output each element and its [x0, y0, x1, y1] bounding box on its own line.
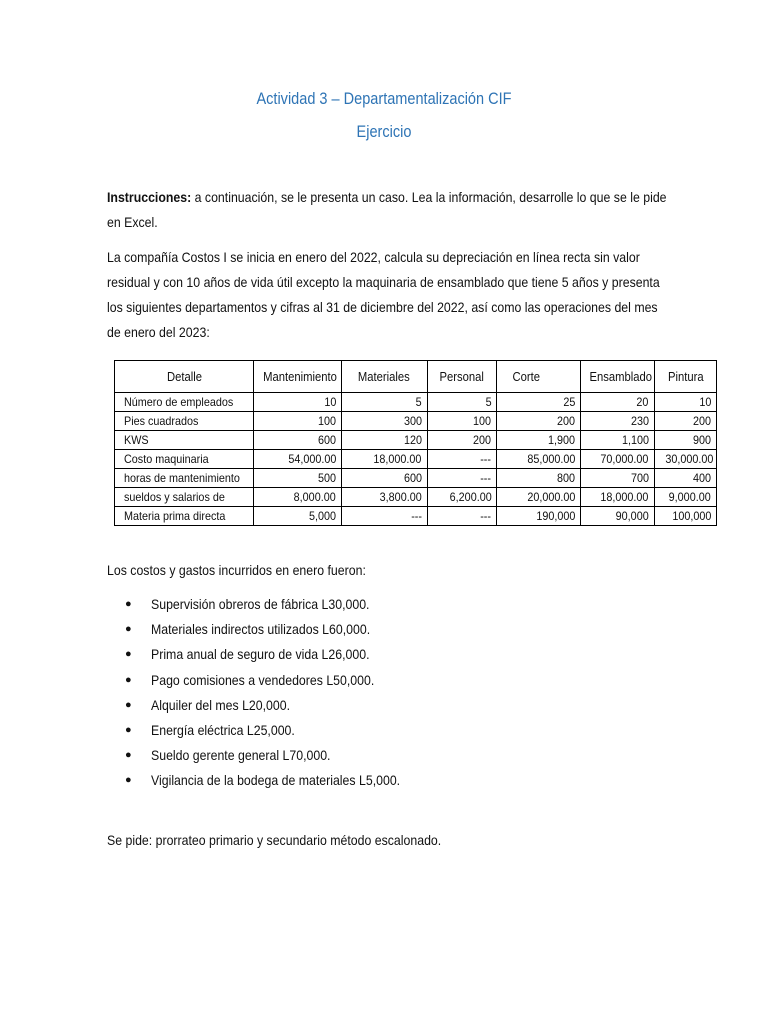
row-label-cell: Materia prima directa [115, 507, 254, 526]
table-cell: 10 [254, 393, 342, 412]
table-cell: 230 [581, 412, 655, 431]
table-cell: 500 [254, 469, 342, 488]
table-cell: 5,000 [254, 507, 342, 526]
table-row [115, 393, 717, 412]
list-item-text: Materiales indirectos utilizados L60,000. [151, 621, 371, 638]
list-item [125, 718, 434, 743]
costs-intro: Los costos y gastos incurridos en enero fueron: [107, 562, 366, 578]
table-cell: 70,000.00 [581, 450, 655, 469]
table-cell: 400 [654, 469, 716, 488]
table-row [115, 431, 717, 450]
list-item-text: Supervisión obreros de fábrica L30,000. [151, 596, 370, 612]
table-cell: 300 [341, 412, 427, 431]
bullet-icon: ● [125, 698, 132, 711]
table-cell: 9,000.00 [654, 488, 716, 507]
table-cell: 120 [341, 431, 427, 450]
table-cell: 85,000.00 [497, 450, 581, 469]
row-label-cell: Pies cuadrados [115, 412, 254, 431]
row-label-cell: horas de mantenimiento [115, 469, 254, 488]
table-cell: 190,000 [497, 507, 581, 526]
table-cell: 5 [341, 393, 427, 412]
table-row [115, 488, 717, 507]
bullet-icon: ● [125, 774, 132, 787]
table-header-cell: Corte [497, 361, 581, 393]
list-item [125, 768, 434, 793]
table-cell: 1,100 [581, 431, 655, 450]
table-cell: 1,900 [497, 431, 581, 450]
table-cell: 25 [497, 393, 581, 412]
list-item-text: Prima anual de seguro de vida L26,000. [151, 646, 370, 663]
table-cell: 600 [254, 431, 342, 450]
list-item [125, 693, 434, 718]
row-label-cell: Costo maquinaria [115, 450, 254, 469]
list-item [125, 642, 434, 667]
table-cell: 200 [427, 431, 497, 450]
table-header-cell: Pintura [654, 361, 716, 393]
table-cell: 200 [497, 412, 581, 431]
row-label-cell: Número de empleados [115, 393, 254, 412]
bullet-icon: ● [125, 723, 132, 736]
table-cell: 18,000.00 [341, 450, 427, 469]
table-cell: --- [427, 469, 497, 488]
case-paragraph: La compañía Costos I se inicia en enero del 2022, calcula su depreciación en línea recta sin valor residual y con 10 años de vida útil excepto la maquinaria de ensamblado que tiene 5 años y presenta los siguientes departamentos y cifras al 31 de diciembre del 2022, así como las operaciones del mes de enero del 2023: [107, 249, 660, 340]
list-item-text: Vigilancia de la bodega de materiales L5,000. [151, 772, 401, 789]
table-cell: 6,200.00 [427, 488, 497, 507]
table-cell: 100 [254, 412, 342, 431]
list-item-text: Sueldo gerente general L70,000. [151, 747, 331, 764]
table-cell: 54,000.00 [254, 450, 342, 469]
table-header-cell: Ensamblado [581, 361, 655, 393]
instructions-label: Instrucciones: [107, 189, 192, 205]
table-cell: 10 [654, 393, 716, 412]
table-cell: 600 [341, 469, 427, 488]
bullet-icon: ● [125, 623, 132, 636]
row-label-cell: KWS [115, 431, 254, 450]
costs-list [125, 592, 434, 794]
table-row [115, 412, 717, 431]
task-statement: Se pide: prorrateo primario y secundario método escalonado. [107, 832, 442, 848]
list-item-text: Alquiler del mes L20,000. [151, 696, 291, 713]
table-cell: 20 [581, 393, 655, 412]
list-item [125, 668, 434, 693]
list-item [125, 592, 434, 617]
table-cell: 90,000 [581, 507, 655, 526]
row-label-cell: sueldos y salarios de [115, 488, 254, 507]
table-header-cell: Personal [427, 361, 497, 393]
table-row [115, 507, 717, 526]
table-cell: 700 [581, 469, 655, 488]
instructions-text: a continuación, se le presenta un caso. Lea la información, desarrolle lo que se le pide en Excel. [107, 189, 667, 230]
document-title: Actividad 3 – Departamentalización CIF [256, 90, 512, 108]
bullet-icon: ● [125, 749, 132, 762]
table-cell: --- [427, 507, 497, 526]
table-cell: 800 [497, 469, 581, 488]
table-cell: 8,000.00 [254, 488, 342, 507]
department-table [114, 360, 717, 526]
table-cell: 200 [654, 412, 716, 431]
table-cell: 900 [654, 431, 716, 450]
table-row [115, 450, 717, 469]
document-subtitle: Ejercicio [356, 123, 412, 141]
table-cell: 3,800.00 [341, 488, 427, 507]
table-header-cell: Detalle [115, 361, 254, 393]
list-item-text: Energía eléctrica L25,000. [151, 721, 295, 738]
table-cell: 18,000.00 [581, 488, 655, 507]
list-item [125, 743, 434, 768]
list-item [125, 617, 434, 642]
bullet-icon: ● [125, 598, 132, 610]
bullet-icon: ● [125, 648, 132, 661]
bullet-icon: ● [125, 673, 132, 686]
table-row [115, 469, 717, 488]
table-cell: 100 [427, 412, 497, 431]
table-cell: --- [341, 507, 427, 526]
table-header-cell: Materiales [341, 361, 427, 393]
table-cell: 5 [427, 393, 497, 412]
table-cell: 30,000.00 [654, 450, 716, 469]
table-cell: 100,000 [654, 507, 716, 526]
list-item-text: Pago comisiones a vendedores L50,000. [151, 671, 375, 688]
instructions-paragraph [107, 185, 670, 235]
table-cell: --- [427, 450, 497, 469]
table-header-row [115, 361, 717, 393]
table-header-cell: Mantenimiento [254, 361, 342, 393]
table-cell: 20,000.00 [497, 488, 581, 507]
